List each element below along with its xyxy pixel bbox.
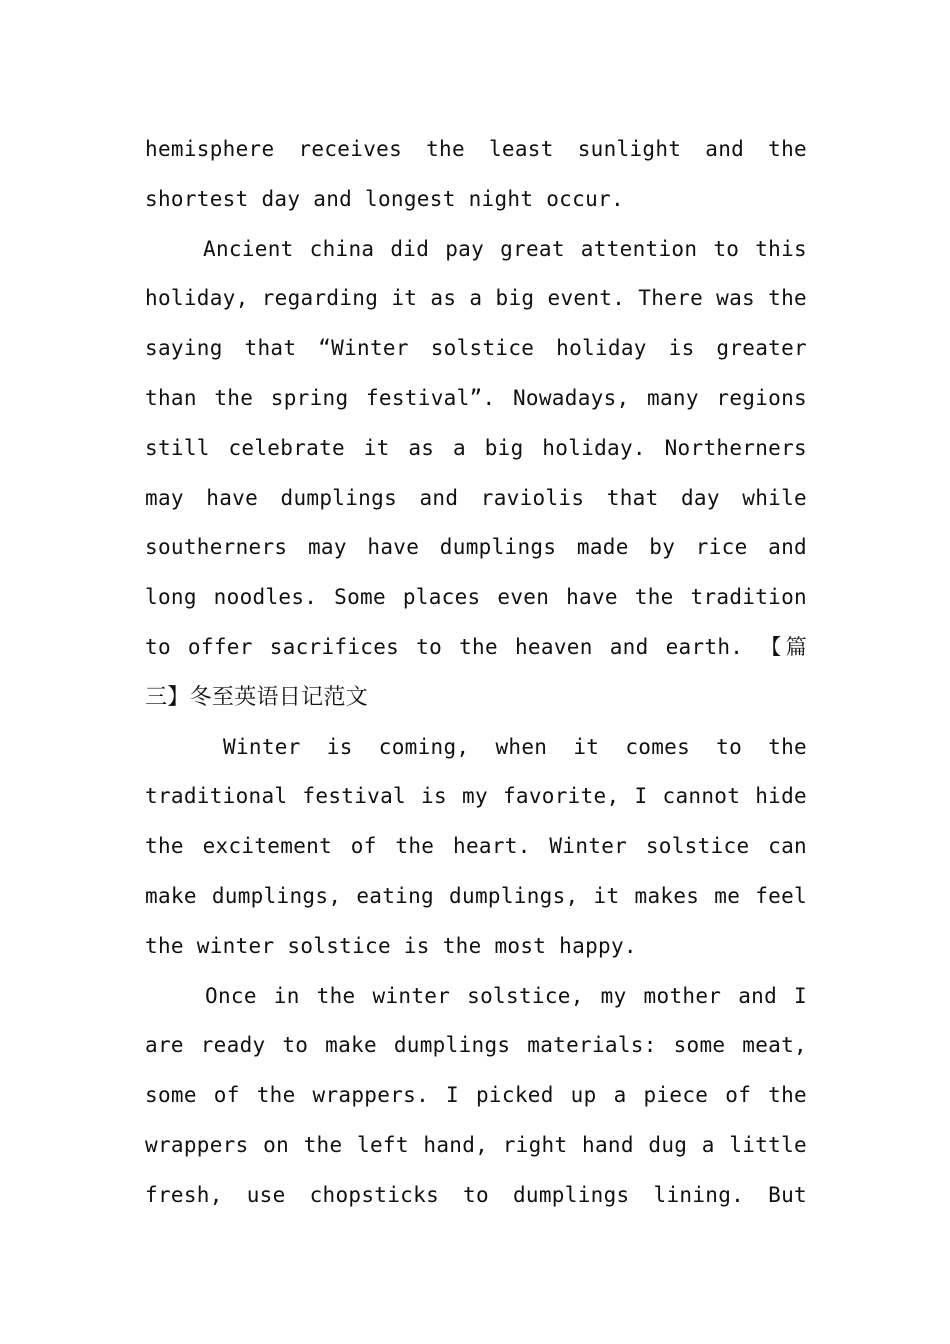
text-line: are ready to make dumplings materials: some meat, bbox=[145, 1033, 807, 1058]
text-line: southerners may have dumplings made by rice and bbox=[145, 535, 807, 560]
text-line: the excitement of the heart. Winter solstice can bbox=[145, 834, 807, 859]
paragraph-start-line: Once in the winter solstice, my mother and I bbox=[205, 983, 807, 1008]
text-line: holiday, regarding it as a big event. There was the bbox=[145, 286, 807, 311]
text-line: to offer sacrifices to the heaven and earth. 【篇 bbox=[145, 634, 807, 659]
text-line: wrappers on the left hand, right hand dug a little bbox=[145, 1132, 807, 1157]
text-line: may have dumplings and raviolis that day while bbox=[145, 485, 807, 510]
section-heading: 三】冬至英语日记范文 bbox=[145, 684, 369, 710]
text-line: shortest day and longest night occur. bbox=[145, 186, 624, 211]
text-line: the winter solstice is the most happy. bbox=[145, 933, 637, 958]
text-line: hemisphere receives the least sunlight and the bbox=[145, 137, 807, 161]
paragraph-start-line: Winter is coming, when it comes to the bbox=[223, 734, 807, 759]
text-line: traditional festival is my favorite, I cannot hide bbox=[145, 784, 807, 809]
text-line: fresh, use chopsticks to dumplings lining. But bbox=[145, 1182, 807, 1207]
text-line: some of the wrappers. I picked up a piece of the bbox=[145, 1083, 807, 1108]
document-body bbox=[145, 125, 807, 1221]
text-line: than the spring festival”. Nowadays, many regions bbox=[145, 385, 807, 410]
text-line: make dumplings, eating dumplings, it makes me feel bbox=[145, 883, 807, 908]
text-line: still celebrate it as a big holiday. Northerners bbox=[145, 435, 807, 460]
text-line: long noodles. Some places even have the tradition bbox=[145, 585, 807, 610]
text-line: saying that “Winter solstice holiday is greater bbox=[145, 336, 807, 361]
paragraph-start-line: Ancient china did pay great attention to this bbox=[203, 236, 807, 261]
